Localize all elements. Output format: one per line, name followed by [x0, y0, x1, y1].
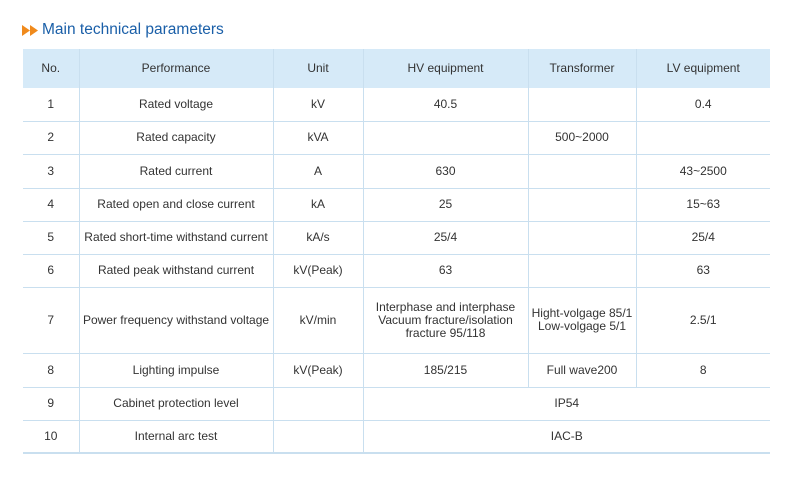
cell-performance: Rated open and close current	[79, 188, 273, 221]
cell-unit: kA	[273, 188, 363, 221]
header-performance: Performance	[79, 49, 273, 88]
header-lv-equipment: LV equipment	[636, 49, 770, 88]
cell-hv: 25	[363, 188, 528, 221]
table-row	[23, 154, 770, 188]
section-title-text: Main technical parameters	[42, 21, 224, 38]
cell-merged-value: IAC-B	[363, 420, 770, 453]
cell-hv: 630	[363, 154, 528, 188]
cell-unit: kV(Peak)	[273, 353, 363, 387]
cell-no: 8	[47, 362, 55, 377]
cell-unit	[273, 420, 363, 453]
cell-transformer: Hight-volgage 85/1 Low-volgage 5/1	[528, 287, 636, 353]
cell-no: 1	[47, 96, 55, 111]
cell-no: 4	[47, 197, 55, 211]
cell-lv	[636, 121, 770, 154]
cell-performance: Rated capacity	[79, 121, 273, 154]
cell-unit	[273, 387, 363, 420]
table-row	[23, 88, 770, 121]
cell-hv: 25/4	[363, 221, 528, 254]
cell-transformer	[528, 188, 636, 221]
cell-hv: 40.5	[363, 88, 528, 121]
cell-transformer	[528, 254, 636, 287]
cell-no: 2	[47, 130, 55, 144]
cell-no: 3	[47, 163, 55, 178]
cell-unit: kV/min	[273, 287, 363, 353]
cell-performance: Internal arc test	[79, 420, 273, 453]
cell-merged-value: IP54	[363, 387, 770, 420]
cell-unit: kVA	[273, 121, 363, 154]
cell-lv: 2.5/1	[636, 287, 770, 353]
cell-performance: Rated peak withstand current	[79, 254, 273, 287]
cell-no: 5	[47, 230, 55, 244]
table-row	[23, 353, 770, 387]
table-header-row	[23, 49, 770, 88]
double-arrow-icon	[22, 25, 39, 36]
cell-transformer: Full wave200	[528, 353, 636, 387]
cell-hv	[363, 121, 528, 154]
table-row	[23, 387, 770, 420]
cell-hv: Interphase and interphase Vacuum fracture/isolation fracture 95/118	[363, 287, 528, 353]
cell-no: 6	[47, 263, 55, 277]
cell-lv: 25/4	[636, 221, 770, 254]
cell-transformer	[528, 88, 636, 121]
table-row	[23, 420, 770, 453]
cell-no: 10	[44, 428, 58, 443]
cell-hv: 185/215	[363, 353, 528, 387]
header-unit: Unit	[273, 49, 363, 88]
cell-unit: kA/s	[273, 221, 363, 254]
cell-no: 9	[47, 396, 55, 410]
table-row	[23, 221, 770, 254]
cell-unit: A	[273, 154, 363, 188]
cell-transformer	[528, 154, 636, 188]
header-hv-equipment: HV equipment	[363, 49, 528, 88]
cell-lv: 63	[636, 254, 770, 287]
header-transformer: Transformer	[528, 49, 636, 88]
header-no: No.	[41, 61, 61, 75]
cell-lv: 15~63	[636, 188, 770, 221]
cell-unit: kV	[273, 88, 363, 121]
parameters-table	[23, 49, 770, 454]
cell-performance: Rated current	[79, 154, 273, 188]
cell-transformer: 500~2000	[528, 121, 636, 154]
cell-lv: 0.4	[636, 88, 770, 121]
cell-no: 7	[47, 312, 55, 327]
cell-transformer	[528, 221, 636, 254]
table-row	[23, 287, 770, 353]
cell-lv: 8	[636, 353, 770, 387]
cell-performance: Lighting impulse	[79, 353, 273, 387]
table-row	[23, 254, 770, 287]
cell-performance: Rated voltage	[79, 88, 273, 121]
section-title	[22, 20, 224, 40]
cell-unit: kV(Peak)	[273, 254, 363, 287]
cell-performance: Cabinet protection level	[79, 387, 273, 420]
table-row	[23, 188, 770, 221]
cell-performance: Power frequency withstand voltage	[79, 287, 273, 353]
cell-lv: 43~2500	[636, 154, 770, 188]
cell-hv: 63	[363, 254, 528, 287]
cell-performance: Rated short-time withstand current	[79, 221, 273, 254]
table-row	[23, 121, 770, 154]
